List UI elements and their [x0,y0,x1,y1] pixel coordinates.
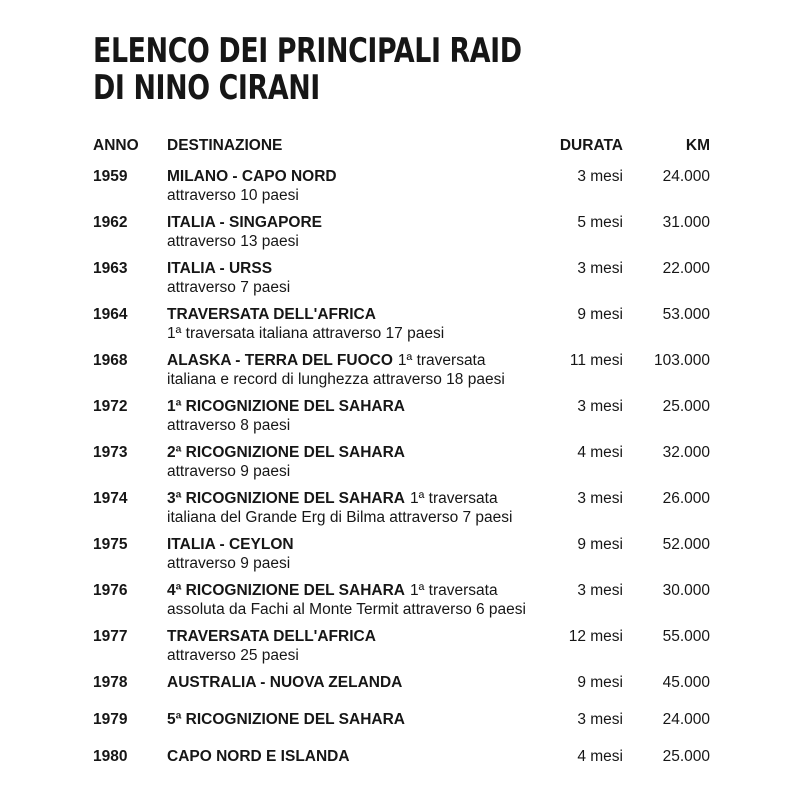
raid-title: 4ª RICOGNIZIONE DEL SAHARA [167,582,405,599]
table-row [0,305,800,343]
raid-distance: 25.000 [662,398,710,415]
raid-year: 1962 [93,214,128,231]
raid-distance: 55.000 [662,628,710,645]
raid-year: 1972 [93,398,128,415]
raid-distance: 32.000 [662,444,710,461]
raid-duration: 3 mesi [577,398,623,415]
raid-distance: 53.000 [662,306,710,323]
raid-destination-line1 [167,305,523,324]
raid-duration: 9 mesi [577,306,623,323]
raid-title: ITALIA - CEYLON [167,536,294,553]
raid-destination-line1 [167,673,523,692]
raid-year: 1968 [93,352,128,369]
raid-year: 1975 [93,536,128,553]
raid-duration: 3 mesi [577,168,623,185]
raid-destination [167,710,523,729]
raid-distance: 103.000 [653,352,710,369]
raid-distance: 24.000 [662,711,710,728]
raid-distance: 45.000 [662,674,710,691]
raid-duration: 12 mesi [568,628,623,645]
raid-year: 1974 [93,490,128,507]
raid-destination-line1 [167,710,523,729]
raid-subtitle: attraverso 8 paesi [167,417,291,434]
table-row [0,397,800,435]
raid-title: TRAVERSATA DELL'AFRICA [167,306,376,323]
raid-year: 1979 [93,711,128,728]
header-anno: ANNO [93,137,139,154]
raid-title: MILANO - CAPO NORD [167,168,337,185]
raid-destination-line1 [167,351,523,370]
raid-destination-line1 [167,397,523,416]
page-title-line-2: DI NINO CIRANI [93,68,320,108]
raid-subtitle: italiana del Grande Erg di Bilma attraverso 7 paesi [167,509,513,526]
raid-year: 1963 [93,260,128,277]
raid-duration: 4 mesi [577,444,623,461]
raid-year: 1959 [93,168,128,185]
raid-duration: 3 mesi [577,260,623,277]
raid-duration: 9 mesi [577,536,623,553]
table-row [0,351,800,389]
raid-year: 1964 [93,306,128,323]
raid-title: AUSTRALIA - NUOVA ZELANDA [167,674,403,691]
raid-title-suffix: 1ª traversata [397,352,486,369]
raid-title: 5ª RICOGNIZIONE DEL SAHARA [167,711,405,728]
raid-duration: 5 mesi [577,214,623,231]
table-row [0,673,800,692]
raid-title: CAPO NORD E ISLANDA [167,748,350,765]
raid-year: 1976 [93,582,128,599]
raid-destination [167,627,523,665]
raid-destination [167,305,523,343]
raid-destination-line1 [167,581,523,600]
raid-year: 1973 [93,444,128,461]
raid-distance: 31.000 [662,214,710,231]
raid-destination [167,489,523,527]
raid-destination-line1 [167,259,523,278]
raid-title: 1ª RICOGNIZIONE DEL SAHARA [167,398,405,415]
raid-destination [167,443,523,481]
raid-destination [167,673,523,692]
raid-subtitle: 1ª traversata italiana attraverso 17 paesi [167,325,445,342]
raid-duration: 11 mesi [569,352,623,369]
raid-year: 1978 [93,674,128,691]
raid-subtitle: attraverso 9 paesi [167,463,291,480]
raid-subtitle: attraverso 9 paesi [167,555,291,572]
table-header-row [0,136,800,155]
raid-year: 1980 [93,748,128,765]
raid-title: ITALIA - SINGAPORE [167,214,322,231]
raid-title: 2ª RICOGNIZIONE DEL SAHARA [167,444,405,461]
raid-subtitle: attraverso 7 paesi [167,279,291,296]
table-row [0,747,800,766]
raid-title: 3ª RICOGNIZIONE DEL SAHARA [167,490,405,507]
page-title-line-1: ELENCO DEI PRINCIPALI RAID [93,31,522,71]
raid-distance: 26.000 [662,490,710,507]
raid-list [0,167,800,784]
raid-destination-line1 [167,167,523,186]
raid-destination [167,747,523,766]
raid-duration: 3 mesi [577,490,623,507]
raid-destination-line1 [167,213,523,232]
table-row [0,535,800,573]
raid-title-suffix: 1ª traversata [409,582,498,599]
raid-year: 1977 [93,628,128,645]
raid-destination-line1 [167,627,523,646]
table-row [0,489,800,527]
raid-duration: 9 mesi [577,674,623,691]
raid-destination [167,351,523,389]
raid-destination [167,259,523,297]
raid-subtitle: attraverso 25 paesi [167,647,299,664]
raid-title: ALASKA - TERRA DEL FUOCO [167,352,393,369]
raid-subtitle: italiana e record di lunghezza attraverso 18 paesi [167,371,505,388]
header-destinazione: DESTINAZIONE [167,137,283,154]
page-title [93,33,522,107]
table-row [0,581,800,619]
raid-distance: 30.000 [662,582,710,599]
raid-distance: 24.000 [662,168,710,185]
raid-distance: 25.000 [662,748,710,765]
raid-duration: 3 mesi [577,582,623,599]
raid-title: TRAVERSATA DELL'AFRICA [167,628,376,645]
raid-destination [167,397,523,435]
raid-distance: 22.000 [662,260,710,277]
raid-subtitle: attraverso 10 paesi [167,187,299,204]
table-row [0,259,800,297]
raid-duration: 3 mesi [577,711,623,728]
raid-distance: 52.000 [662,536,710,553]
raid-duration: 4 mesi [577,748,623,765]
raid-subtitle: attraverso 13 paesi [167,233,299,250]
raid-destination [167,581,526,619]
raid-destination-line1 [167,747,523,766]
table-row [0,213,800,251]
raid-subtitle: assoluta da Fachi al Monte Termit attraverso 6 paesi [167,601,526,618]
raid-destination [167,213,523,251]
raid-destination [167,167,523,205]
table-row [0,627,800,665]
raid-title-suffix: 1ª traversata [409,490,498,507]
raid-destination-line1 [167,535,523,554]
table-row [0,710,800,729]
header-km: KM [685,137,710,154]
raid-destination-line1 [167,443,523,462]
raid-destination [167,535,523,573]
raid-title: ITALIA - URSS [167,260,273,277]
raid-destination-line1 [167,489,523,508]
table-row [0,167,800,205]
table-row [0,443,800,481]
header-durata: DURATA [559,137,623,154]
